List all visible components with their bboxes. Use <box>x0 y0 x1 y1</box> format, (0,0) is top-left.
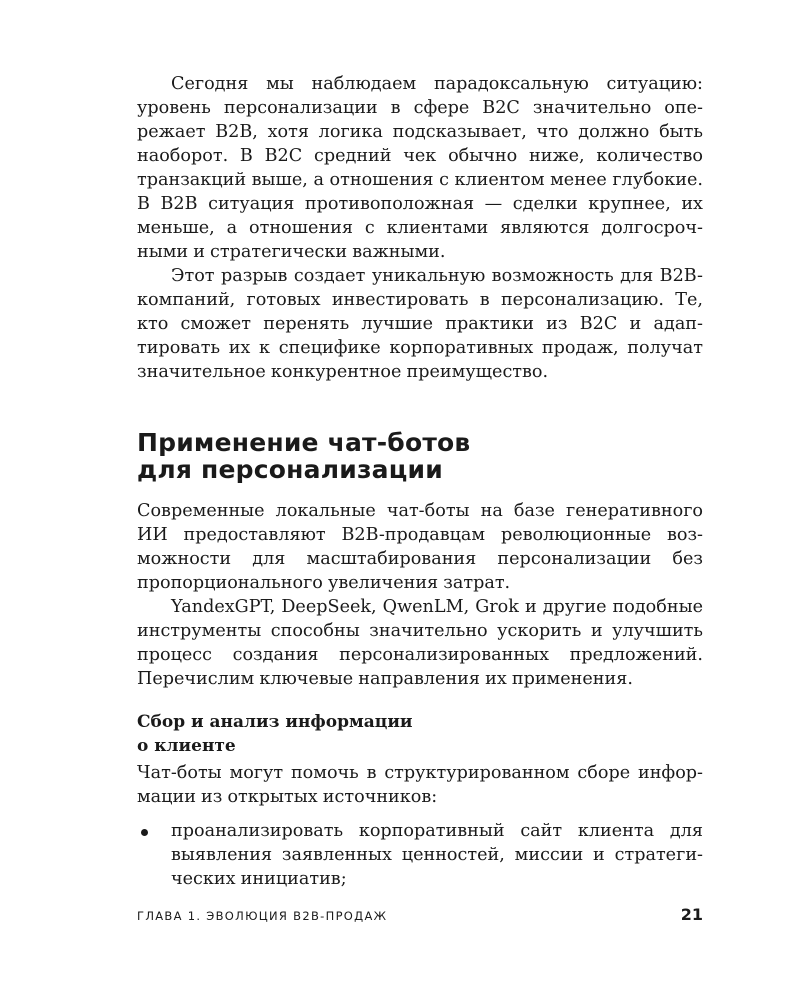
subsection-heading-line-1: Сбор и анализ информации <box>137 712 413 732</box>
section-heading-line-2: для персонализации <box>137 455 443 484</box>
running-footer-chapter: ГЛАВА 1. ЭВОЛЮЦИЯ B2B-ПРОДАЖ <box>137 909 388 923</box>
bullet-icon <box>141 829 148 836</box>
subsection-heading-line-2: о клиенте <box>137 736 236 756</box>
section-paragraph-1: Современные локальные чат-боты на базе генеративного ИИ предоставляют B2B-продавцам революционные возможности для масштабирования персонализации без пропорционального увеличения затрат. <box>137 501 703 593</box>
subsection-paragraph-1: Чат-боты могут помочь в структурированном сборе информации из открытых источников: <box>137 763 703 807</box>
subsection-heading <box>137 710 703 758</box>
body-paragraph-2: Этот разрыв создает уникальную возможность для B2B-компаний, готовых инвестировать в персонализацию. Те, кто сможет перенять лучшие практики из B2C и адаптировать их к специфике корпоративных продаж, получат значительное конкурентное преимущество. <box>137 266 703 382</box>
list-item-text: проанализировать корпоративный сайт клиента для выявления заявленных ценностей, миссии и стратегических инициатив; <box>171 821 703 889</box>
section-heading-line-1: Применение чат-ботов <box>137 428 471 457</box>
section-paragraph-2: YandexGPT, DeepSeek, QwenLM, Grok и другие подобные инструменты способны значительно ускорить и улучшить процесс создания персонализированных предложений. Перечислим ключевые направления их применения. <box>137 597 703 689</box>
page-number: 21 <box>680 905 703 924</box>
page-content <box>137 72 703 891</box>
body-paragraph-1: Сегодня мы наблюдаем парадоксальную ситуацию: уровень персонализации в сфере B2C значительно опережает B2B, хотя логика подсказывает, что должно быть наоборот. В B2C средний чек обычно ниже, количество транзакций выше, а отношения с клиентом менее глубокие. В B2B ситуация противоположная — сделки крупнее, их меньше, а отношения с клиентами являются долгосрочными и стратегически важными. <box>137 74 703 262</box>
page-footer <box>137 905 703 924</box>
bullet-list <box>137 819 703 891</box>
section-heading <box>137 429 703 483</box>
list-item <box>137 819 703 891</box>
